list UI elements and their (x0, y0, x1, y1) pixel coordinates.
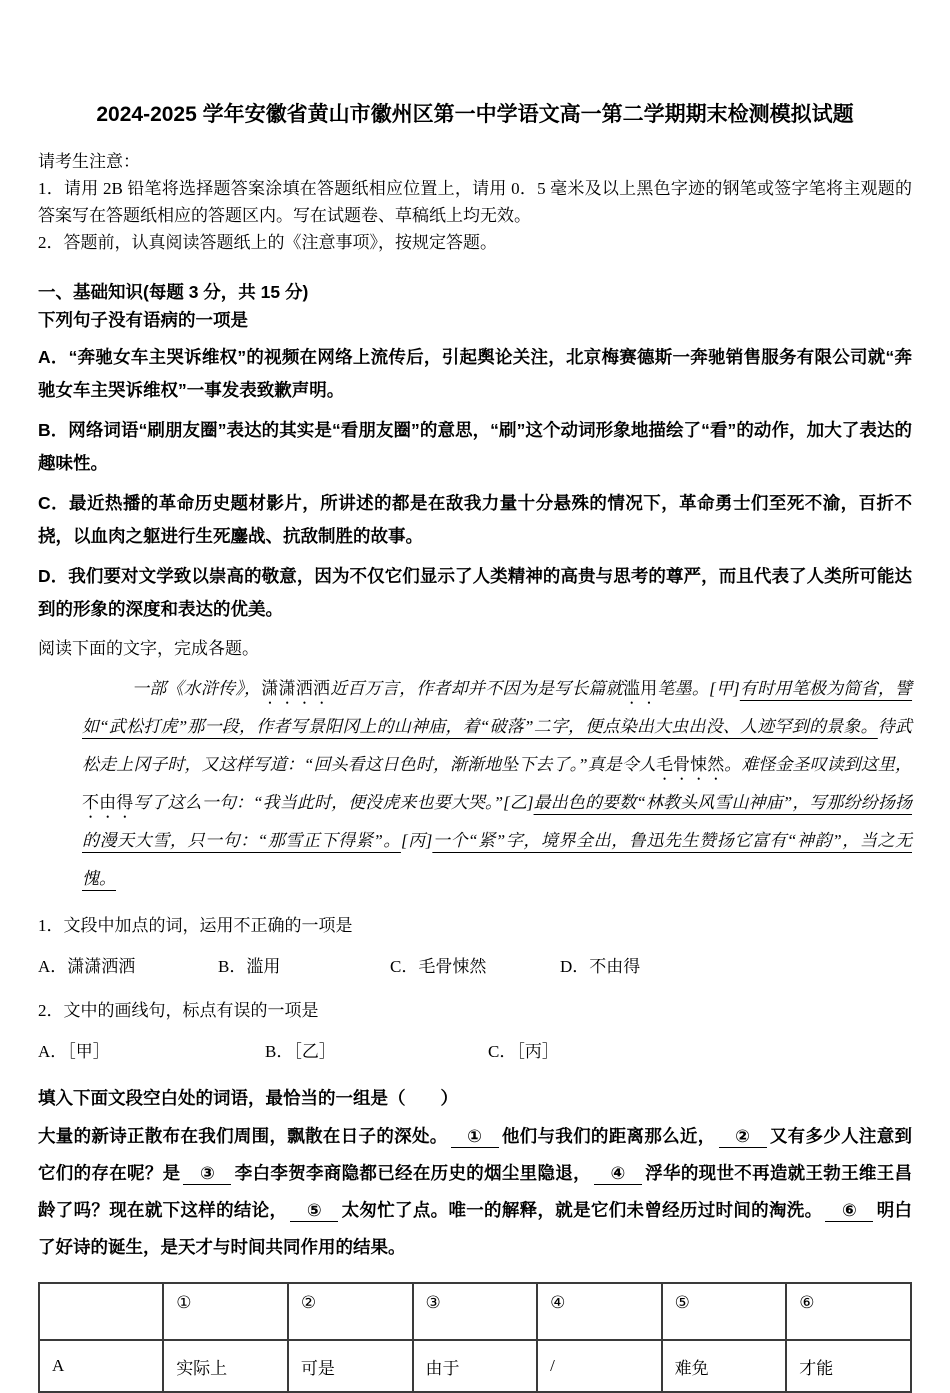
table-cell: 才能 (786, 1340, 911, 1392)
passage-segment-dot: 潇潇洒洒 (261, 679, 331, 698)
passage-segment-kai: 。难怪金圣叹读到这里， (724, 755, 912, 774)
mc-options (38, 341, 912, 626)
passage-segment-dot: 不由得 (82, 793, 134, 812)
q2-options (38, 1036, 912, 1068)
table-cell: 实际上 (163, 1340, 288, 1392)
fill-text: 浮华的现世不再造就王勃王维王昌龄了吗？现在就下这样的结论， (38, 1163, 913, 1220)
passage-segment-dot: 毛骨悚然 (655, 755, 725, 774)
passage-segment-kai: 笔墨。 (657, 679, 710, 698)
page-title: 2024-2025 学年安徽省黄山市徽州区第一中学语文高一第二学期期末检测模拟试题 (96, 103, 854, 126)
notice-item-2: 2．答题前，认真阅读答题纸上的《注意事项》，按规定答题。 (38, 233, 497, 252)
fill-text: 他们与我们的距离那么近， (501, 1126, 716, 1146)
q1-options (38, 951, 912, 983)
table-cell: 难免 (662, 1340, 787, 1392)
passage-segment-mark: [甲] (709, 679, 740, 698)
table-cell: 由于 (413, 1340, 538, 1392)
table-header-cell: ⑤ (662, 1283, 787, 1340)
candidate-notice (38, 148, 912, 256)
table-header-row (39, 1283, 911, 1340)
fill-text: 明白了好诗的诞生，是天才与时间共同作用的结果。 (38, 1200, 913, 1257)
table-header-cell: ④ (537, 1283, 661, 1340)
notice-heading: 请考生注意： (38, 152, 140, 171)
passage-segment-kai: 一部《水浒传》， (132, 679, 262, 698)
option-b: B．网络词语“刷朋友圈”表达的其实是“看朋友圈”的意思，“刷”这个动词形象地描绘了“看”的动作，加大了表达的趣味性。 (38, 420, 912, 473)
passage-segment-mark: [丙] (400, 831, 433, 850)
fill-paragraph (38, 1118, 912, 1266)
passage-segment-u: 有时用笔极为简省，譬如“武松打虎”那一段，作者写景阳冈上的山神庙，着“破落”二字，便点染出大虫出没、人迹罕到的景象。 (82, 679, 913, 736)
fill-blank: ④ (594, 1162, 642, 1185)
q2-option-a: A．［甲］ (38, 1042, 110, 1061)
table-cell: 可是 (288, 1340, 413, 1392)
passage-segment-kai: 写了这么一句：“我当此时，便没虎来也要大哭。” (133, 793, 504, 812)
option-d: D．我们要对文学致以崇高的敬意，因为不仅它们显示了人类精神的高贵与思考的尊严，而且代表了人类所可能达到的形象的深度和表达的优美。 (38, 566, 912, 619)
q1-option-a: A．潇潇洒洒 (38, 957, 136, 976)
fill-text: 又有多少人注意到它们的存在呢？是 (38, 1126, 913, 1183)
table-header-cell: ③ (413, 1283, 538, 1340)
fill-blank: ② (719, 1125, 767, 1148)
reading-passage (82, 670, 912, 898)
q2-option-c: C．［丙］ (488, 1042, 559, 1061)
passage-segment-mark: [乙] (503, 793, 534, 812)
fill-text: 李白李贺李商隐都已经在历史的烟尘里隐退， (234, 1163, 591, 1183)
table-row (39, 1340, 911, 1392)
table-header-cell: ① (163, 1283, 288, 1340)
fill-text: 大量的新诗正散布在我们周围，飘散在日子的深处。 (38, 1126, 448, 1146)
q1-option-b: B．滥用 (218, 957, 281, 976)
q2-option-b: B．［乙］ (265, 1042, 336, 1061)
q2-stem: 2．文中的画线句，标点有误的一项是 (38, 1001, 319, 1020)
fill-blank: ⑥ (825, 1199, 873, 1222)
question-stem: 下列句子没有语病的一项是 (38, 310, 248, 330)
section-heading: 一、基础知识(每题 3 分，共 15 分) (38, 282, 309, 302)
table-header-cell (39, 1283, 163, 1340)
option-c: C．最近热播的革命历史题材影片，所讲述的都是在敌我力量十分悬殊的情况下，革命勇士们至死不渝，百折不挠，以血肉之躯进行生死鏖战、抗敌制胜的故事。 (38, 493, 912, 546)
fill-blank: ③ (183, 1162, 231, 1185)
q1-option-d: D．不由得 (560, 957, 641, 976)
q1-stem: 1．文段中加点的词，运用不正确的一项是 (38, 916, 353, 935)
fill-prompt: 填入下面文段空白处的词语，最恰当的一组是（ ） (38, 1088, 458, 1108)
answer-options-table (38, 1282, 912, 1393)
reading-instruction: 阅读下面的文字，完成各题。 (38, 639, 259, 658)
fill-text: 太匆忙了点。唯一的解释，就是它们未曾经历过时间的淘洗。 (341, 1200, 823, 1220)
passage-segment-dot: 滥用 (623, 679, 658, 698)
table-header-cell: ② (288, 1283, 413, 1340)
table-cell: / (537, 1340, 661, 1392)
table-cell: A (39, 1340, 163, 1392)
fill-blank: ① (451, 1125, 499, 1148)
q1-option-c: C．毛骨悚然 (390, 957, 487, 976)
fill-blank: ⑤ (290, 1199, 338, 1222)
passage-segment-u: 最出色的要数“林教头风雪山神庙”，写那纷纷扬扬的漫天大雪，只一句：“那雪正下得紧”。 (82, 793, 912, 850)
passage-segment-kai: 待武松走上冈子时，又这样写道：“回头看这日色时，渐渐地坠下去了。”真是令人 (82, 717, 912, 774)
notice-item-1: 1．请用 2B 铅笔将选择题答案涂填在答题纸相应位置上，请用 0．5 毫米及以上黑色字迹的钢笔或签字笔将主观题的答案写在答题纸相应的答题区内。写在试题卷、草稿纸上均无效。 (38, 179, 912, 225)
passage-segment-kai: 近百万言，作者却并不因为是写长篇就 (330, 679, 623, 698)
passage-segment-u: 一个“紧”字，境界全出，鲁迅先生赞扬它富有“神韵”，当之无愧。 (82, 831, 912, 888)
table-header-cell: ⑥ (786, 1283, 911, 1340)
option-a: A．“奔驰女车主哭诉维权”的视频在网络上流传后，引起舆论关注，北京梅赛德斯一奔驰销售服务有限公司就“奔驰女车主哭诉维权”一事发表致歉声明。 (38, 347, 912, 400)
